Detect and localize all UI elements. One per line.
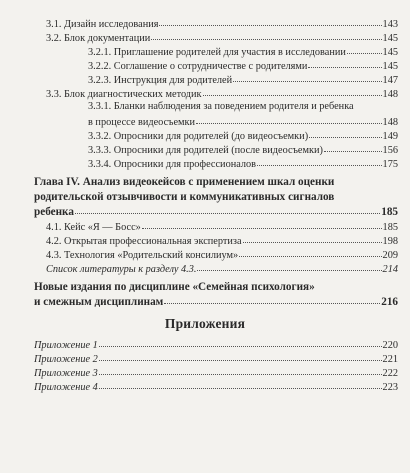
toc-title: 3.1. Дизайн исследования bbox=[46, 19, 159, 30]
appendices-heading: Приложения bbox=[164, 315, 246, 331]
toc-title: 3.2.3. Инструкция для родителей bbox=[88, 75, 233, 86]
toc-page: 216 bbox=[381, 296, 398, 308]
toc-page: 143 bbox=[382, 19, 398, 30]
table-of-contents bbox=[0, 16, 410, 393]
toc-page: 185 bbox=[382, 221, 398, 233]
leader-dots bbox=[99, 336, 382, 347]
appendix-item bbox=[0, 365, 410, 379]
toc-title: и смежным дисциплинам bbox=[34, 296, 164, 308]
toc-page: 147 bbox=[382, 75, 398, 86]
toc-entry-3-3-2 bbox=[0, 128, 410, 142]
toc-title: 4.1. Кейс «Я — Босс» bbox=[46, 221, 141, 233]
toc-entry-3-3 bbox=[0, 86, 410, 100]
toc-entry-3-1 bbox=[0, 16, 410, 30]
chapter-title-line1: Глава IV. Анализ видеокейсов с применением шкал оценки bbox=[34, 176, 335, 188]
toc-title: 3.3. Блок диагностических методик bbox=[46, 89, 202, 100]
leader-dots bbox=[324, 141, 382, 152]
leader-dots bbox=[196, 113, 381, 124]
appendix-page: 222 bbox=[382, 367, 398, 379]
toc-title: 3.3.2. Опросники для родителей (до видеосъемки) bbox=[88, 131, 309, 142]
leader-dots bbox=[203, 85, 382, 96]
leader-dots bbox=[75, 203, 380, 214]
appendix-page: 223 bbox=[382, 381, 398, 393]
new-editions-line2 bbox=[34, 294, 398, 309]
appendix-page: 220 bbox=[382, 339, 398, 351]
toc-title: 3.2. Блок документации bbox=[46, 33, 151, 44]
leader-dots bbox=[308, 57, 381, 68]
leader-dots bbox=[233, 71, 381, 82]
toc-entry-4-3 bbox=[0, 247, 410, 261]
appendix-page: 221 bbox=[382, 353, 398, 365]
toc-page: 145 bbox=[382, 47, 398, 58]
toc-page: 145 bbox=[382, 61, 398, 72]
appendix-title: Приложение 4 bbox=[34, 381, 98, 393]
leader-dots bbox=[159, 15, 381, 26]
new-editions-line1: Новые издания по дисциплине «Семейная психология» bbox=[34, 280, 315, 293]
toc-entry-3-2-1 bbox=[0, 44, 410, 58]
toc-page: 198 bbox=[382, 235, 398, 247]
toc-title: 4.2. Открытая профессиональная экспертиза bbox=[46, 235, 242, 247]
toc-page: 148 bbox=[382, 89, 398, 100]
appendix-item bbox=[0, 337, 410, 351]
leader-dots bbox=[239, 246, 381, 257]
appendix-title: Приложение 3 bbox=[34, 367, 98, 379]
leader-dots bbox=[99, 378, 382, 389]
toc-page: 145 bbox=[382, 33, 398, 44]
leader-dots bbox=[151, 29, 381, 40]
toc-page: 209 bbox=[382, 249, 398, 261]
toc-page: 185 bbox=[381, 206, 398, 218]
toc-page: 156 bbox=[382, 145, 398, 156]
toc-entry-3-3-3 bbox=[0, 142, 410, 156]
appendix-item bbox=[0, 379, 410, 393]
toc-page: 175 bbox=[382, 159, 398, 170]
leader-dots bbox=[99, 350, 382, 361]
toc-title: 4.3. Технология «Родительский консилиум» bbox=[46, 249, 239, 261]
leader-dots bbox=[257, 155, 382, 166]
toc-title: 3.2.1. Приглашение родителей для участия в исследовании bbox=[88, 47, 346, 58]
toc-page: 214 bbox=[382, 263, 398, 275]
chapter-title-line3 bbox=[34, 204, 398, 219]
toc-entry-3-2-3 bbox=[0, 72, 410, 86]
appendix-title: Приложение 2 bbox=[34, 353, 98, 365]
toc-title: ребенка bbox=[34, 206, 74, 218]
appendix-title: Приложение 1 bbox=[34, 339, 98, 351]
toc-entry-3-3-4 bbox=[0, 156, 410, 170]
toc-title: Список литературы к разделу 4.3. bbox=[46, 263, 197, 275]
appendix-item bbox=[0, 351, 410, 365]
toc-entry-line2 bbox=[88, 114, 398, 128]
toc-entry-4-1 bbox=[0, 219, 410, 233]
toc-entry-literature bbox=[0, 261, 410, 275]
toc-title: 3.2.2. Соглашение о сотрудничестве с родителями bbox=[88, 61, 308, 72]
leader-dots bbox=[309, 127, 381, 138]
toc-title-line2: в процессе видеосъемки bbox=[88, 117, 196, 128]
toc-title-line1: 3.3.1. Бланки наблюдения за поведением родителя и ребенка bbox=[88, 101, 354, 112]
toc-entry-3-3-1 bbox=[0, 100, 410, 128]
toc-chapter-4 bbox=[0, 175, 410, 219]
leader-dots bbox=[243, 232, 382, 243]
leader-dots bbox=[197, 260, 381, 271]
toc-entry-3-2-2 bbox=[0, 58, 410, 72]
leader-dots bbox=[164, 293, 380, 304]
toc-page: 149 bbox=[382, 131, 398, 142]
leader-dots bbox=[99, 364, 382, 375]
toc-entry-4-2 bbox=[0, 233, 410, 247]
toc-title: 3.3.3. Опросники для родителей (после видеосъемки) bbox=[88, 145, 323, 156]
leader-dots bbox=[347, 43, 382, 54]
chapter-title-line2: родительской отзывчивости и коммуникативных сигналов bbox=[34, 190, 335, 203]
toc-title: 3.3.4. Опросники для профессионалов bbox=[88, 159, 257, 170]
toc-new-editions bbox=[0, 280, 410, 309]
toc-page: 148 bbox=[382, 117, 398, 128]
toc-entry-3-2 bbox=[0, 30, 410, 44]
leader-dots bbox=[142, 218, 382, 229]
